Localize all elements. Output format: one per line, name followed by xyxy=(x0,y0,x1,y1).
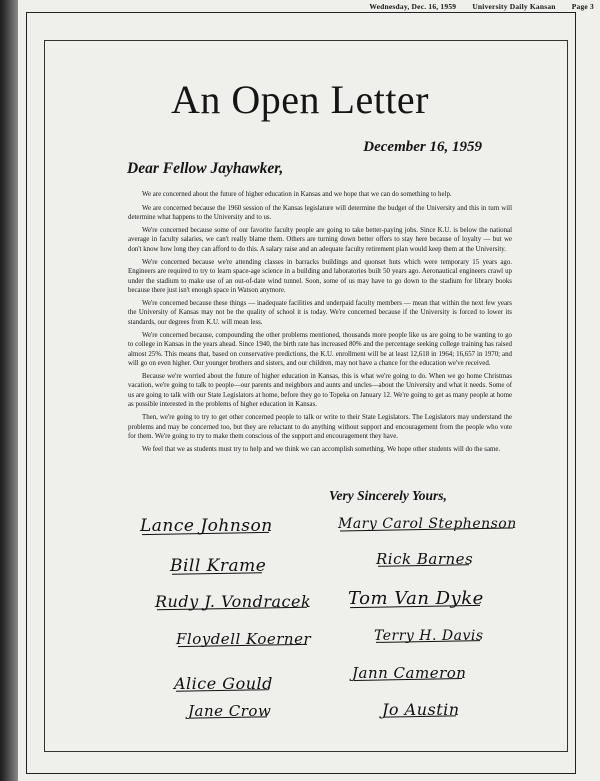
signature: Floydell Koerner xyxy=(176,630,312,648)
paragraph: Because we're worried about the future of higher education in Kansas, this is what we're going to do. When we go home Christmas vacation, we're going to talk to people—our parents and neighbors and aunts and uncles—about the University and what it needs. Some of us are going to talk with our State Legislators at home, before they go to Topeka on January 12. We're going to get as many people at home as possible interested in the problems of higher education in Kansas. xyxy=(128,373,512,408)
letter-body xyxy=(128,190,512,459)
signature: Mary Carol Stephenson xyxy=(338,516,517,532)
paragraph: We feel that we as students must try to help and we think we can accomplish something. We hope other students will do the same. xyxy=(142,446,501,454)
letter-title: An Open Letter xyxy=(170,77,429,122)
masthead-paper: University Daily Kansan xyxy=(472,2,556,11)
paragraph: We are concerned about the future of higher education in Kansas and we hope that we can do something to help. xyxy=(142,191,452,198)
signature: Jo Austin xyxy=(382,700,460,719)
paragraph: We're concerned because we're attending classes in barracks buildings and quonset huts which were temporary 15 years ago. Engineers are required to try to learn space-age science in a building and laboratories built 50 years ago. Aeronautical engineers crawl up under the stadium to make use of an out-of-date wind tunnel. Soon, some of us may have to go down to the stadium for library books because there just isn't enough space in Watson anymore. xyxy=(128,259,512,294)
signature: Tom Van Dyke xyxy=(348,588,484,609)
signature: Lance Johnson xyxy=(140,516,273,536)
paragraph: We're concerned because some of our favorite faculty people are going to take better-paying jobs. Since K.U. is below the national average in faculty salaries, we can't really blame them. Others are turning down better offers to stay here because of loyalty — but we don't know how long they can afford to do this. A salary raise and an adequate faculty retirement plan would keep them at the University. xyxy=(128,227,512,253)
paragraph: Then, we're going to try to get other concerned people to talk or write to their State Legislators. The Legislators may understand the problems and may be concerned too, but they are reluctant to do anything without support and encouragement from the people who vote for them. We're going to try to make them conscious of the support and encouragement they have. xyxy=(128,414,512,440)
signature: Bill Krame xyxy=(170,556,267,576)
masthead xyxy=(30,2,594,11)
masthead-date: Wednesday, Dec. 16, 1959 xyxy=(369,2,457,11)
signature: Jane Crow xyxy=(188,702,272,720)
closing: Very Sincerely Yours, xyxy=(329,488,447,503)
masthead-page: Page 3 xyxy=(571,2,594,11)
signature: Jann Cameron xyxy=(352,664,467,682)
paragraph: We're concerned because these things — inadequate facilities and underpaid faculty members — mean that within the next few years the University of Kansas may not be the quality of school it is today. We're concerned because if the University is forced to lower its standards, our degrees from K.U. will mean less. xyxy=(128,300,512,326)
paragraph: We are concerned because the 1960 session of the Kansas legislature will determine the budget of the University and this in turn will determine what happens to the University and to us. xyxy=(128,204,512,221)
salutation: Dear Fellow Jayhawker, xyxy=(127,160,284,177)
signature: Terry H. Davis xyxy=(374,628,484,644)
paragraph: We're concerned because, compounding the other problems mentioned, thousands more people like us are going to be wanting to go to college in Kansas in the years ahead. Since 1940, the birth rate has increased 80% and the percentage seeking college training has raised almost 25%. This means that, based on conservative predictions, the K.U. enrollment will be at least 12,618 in 1964; 16,657 in 1970; and will go on even higher. Our younger brothers and sisters, and our children, may not have a chance for the education we've received. xyxy=(128,332,512,367)
signature: Alice Gould xyxy=(174,674,273,693)
signature: Rick Barnes xyxy=(376,550,474,568)
letter-date: December 16, 1959 xyxy=(363,139,482,155)
signature: Rudy J. Vondracek xyxy=(155,592,312,611)
